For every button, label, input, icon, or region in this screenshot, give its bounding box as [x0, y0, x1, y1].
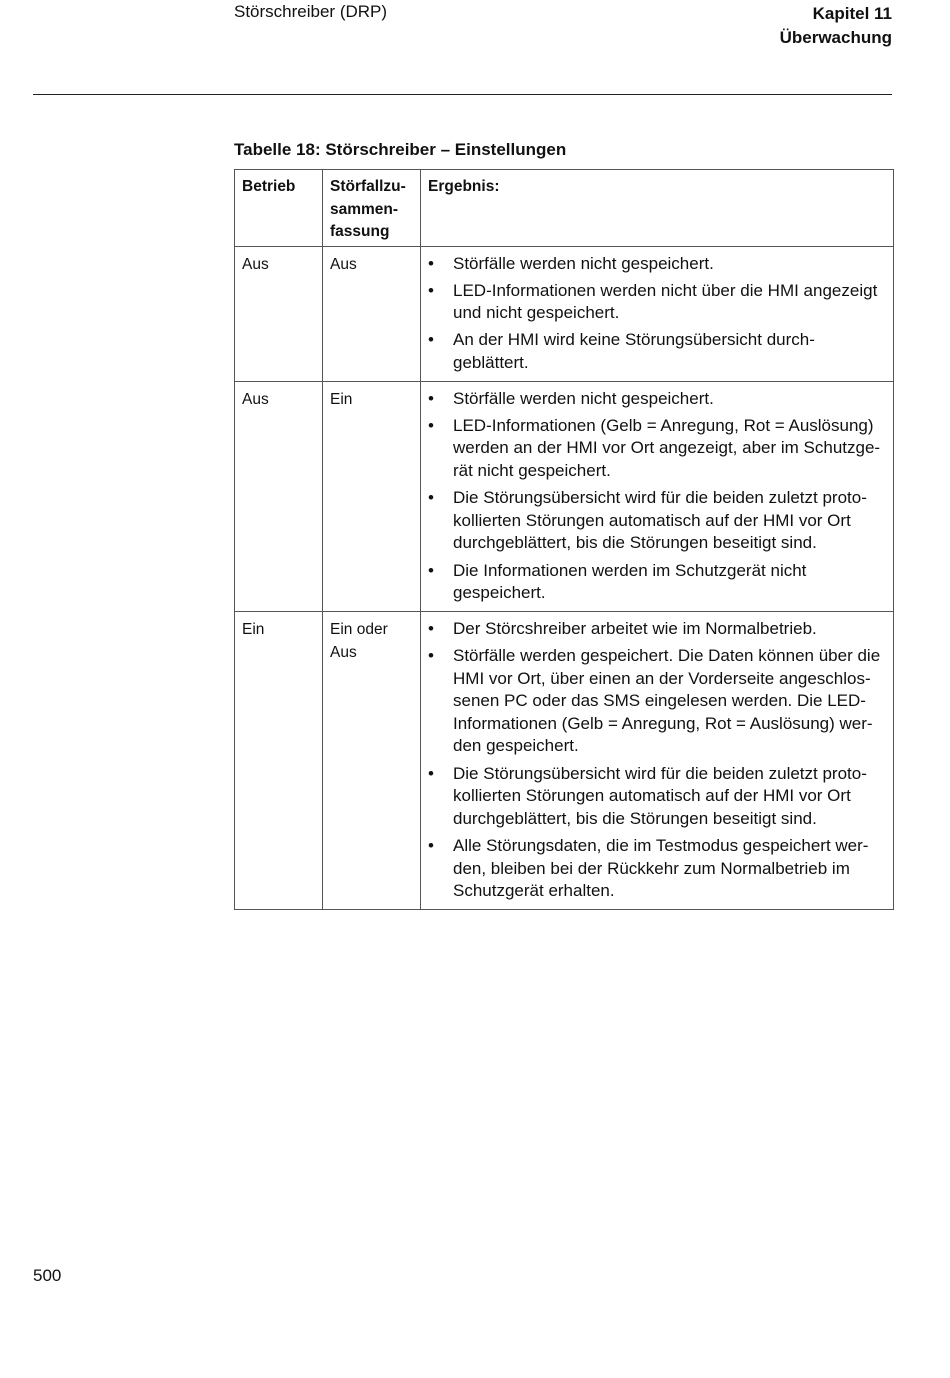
list-item: [428, 253, 887, 276]
list-item: [428, 835, 887, 903]
bullet-icon: •: [428, 280, 434, 300]
bullet-icon: •: [428, 488, 434, 508]
bullet-icon: •: [428, 835, 434, 855]
table-row: [235, 611, 894, 909]
settings-table: [234, 169, 894, 910]
result-text: Der Störcshreiber arbeitet wie im Normalbetrieb.: [453, 618, 817, 638]
cell-zusammenfassung: Aus: [323, 246, 421, 381]
list-item: [428, 560, 887, 605]
list-item: [428, 618, 887, 641]
result-text: An der HMI wird keine Störungsübersicht durch- geblättert.: [453, 330, 815, 373]
result-text: Die Informationen werden im Schutzgerät nicht gespeichert.: [453, 560, 807, 603]
cell-zusammenfassung: Ein: [323, 381, 421, 611]
header-zusammenfassung: [323, 170, 421, 247]
result-text: Alle Störungsdaten, die im Testmodus gespeichert wer- den, bleiben bei der Rückkehr zum Normalbetrieb im Schutzgerät erhalten.: [453, 835, 869, 901]
table-body: [235, 246, 894, 909]
bullet-icon: •: [428, 415, 434, 435]
chapter-title: Überwachung: [779, 28, 892, 47]
header-divider: [33, 94, 892, 95]
cell-zusammenfassung: Ein oder Aus: [323, 611, 421, 909]
result-text: LED-Informationen werden nicht über die HMI angezeigt und nicht gespeichert.: [453, 280, 878, 323]
bullet-icon: •: [428, 763, 434, 783]
result-text: Störfälle werden nicht gespeichert.: [453, 253, 714, 273]
header-betrieb: Betrieb: [235, 170, 323, 247]
result-text: Die Störungsübersicht wird für die beiden zuletzt proto- kollierten Störungen automatisch auf der HMI vor Ort durchgeblättert, bis die Störungen beseitigt sind.: [453, 488, 867, 553]
header-zusammenfassung-text: Störfallzu- sammen- fassung: [330, 178, 406, 240]
list-item: [428, 388, 887, 411]
list-item: [428, 487, 887, 555]
bullet-icon: •: [428, 618, 434, 638]
bullet-icon: •: [428, 253, 434, 273]
list-item: [428, 280, 887, 325]
table-row: [235, 381, 894, 611]
result-text: Störfälle werden nicht gespeichert.: [453, 388, 714, 408]
header-ergebnis: Ergebnis:: [421, 170, 894, 247]
cell-betrieb: Ein: [235, 611, 323, 909]
cell-ergebnis: [421, 246, 894, 381]
running-header-section: Störschreiber (DRP): [234, 2, 388, 21]
page-number: 500: [33, 1266, 62, 1285]
result-text: LED-Informationen (Gelb = Anregung, Rot = Auslösung) werden an der HMI vor Ort angezeigt, aber im Schutzge- rät nicht gespeichert.: [453, 415, 881, 481]
result-text: Störfälle werden gespeichert. Die Daten können über die HMI vor Ort, über einen an der Vorderseite angeschlos- senen PC oder das SMS eingelesen werden. Die LED- Informationen (Gelb = Anregung, Rot = Auslösung) wer- den gespeichert.: [453, 645, 881, 756]
list-item: [428, 329, 887, 374]
list-item: [428, 763, 887, 831]
result-text: Die Störungsübersicht wird für die beiden zuletzt proto- kollierten Störungen automatisch auf der HMI vor Ort durchgeblättert, bis die Störungen beseitigt sind.: [453, 763, 867, 828]
result-list: [428, 618, 887, 903]
bullet-icon: •: [428, 388, 434, 408]
cell-betrieb: Aus: [235, 381, 323, 611]
table-caption: Tabelle 18: Störschreiber – Einstellungen: [234, 140, 567, 159]
table-header-row: [235, 170, 894, 247]
chapter-number: Kapitel 11: [812, 4, 892, 23]
cell-ergebnis: [421, 611, 894, 909]
result-list: [428, 253, 887, 375]
bullet-icon: •: [428, 645, 434, 665]
list-item: [428, 415, 887, 483]
result-list: [428, 388, 887, 605]
running-header-chapter: [780, 2, 892, 50]
list-item: [428, 645, 887, 758]
bullet-icon: •: [428, 560, 434, 580]
cell-betrieb: Aus: [235, 246, 323, 381]
table-row: [235, 246, 894, 381]
bullet-icon: •: [428, 330, 434, 350]
cell-ergebnis: [421, 381, 894, 611]
